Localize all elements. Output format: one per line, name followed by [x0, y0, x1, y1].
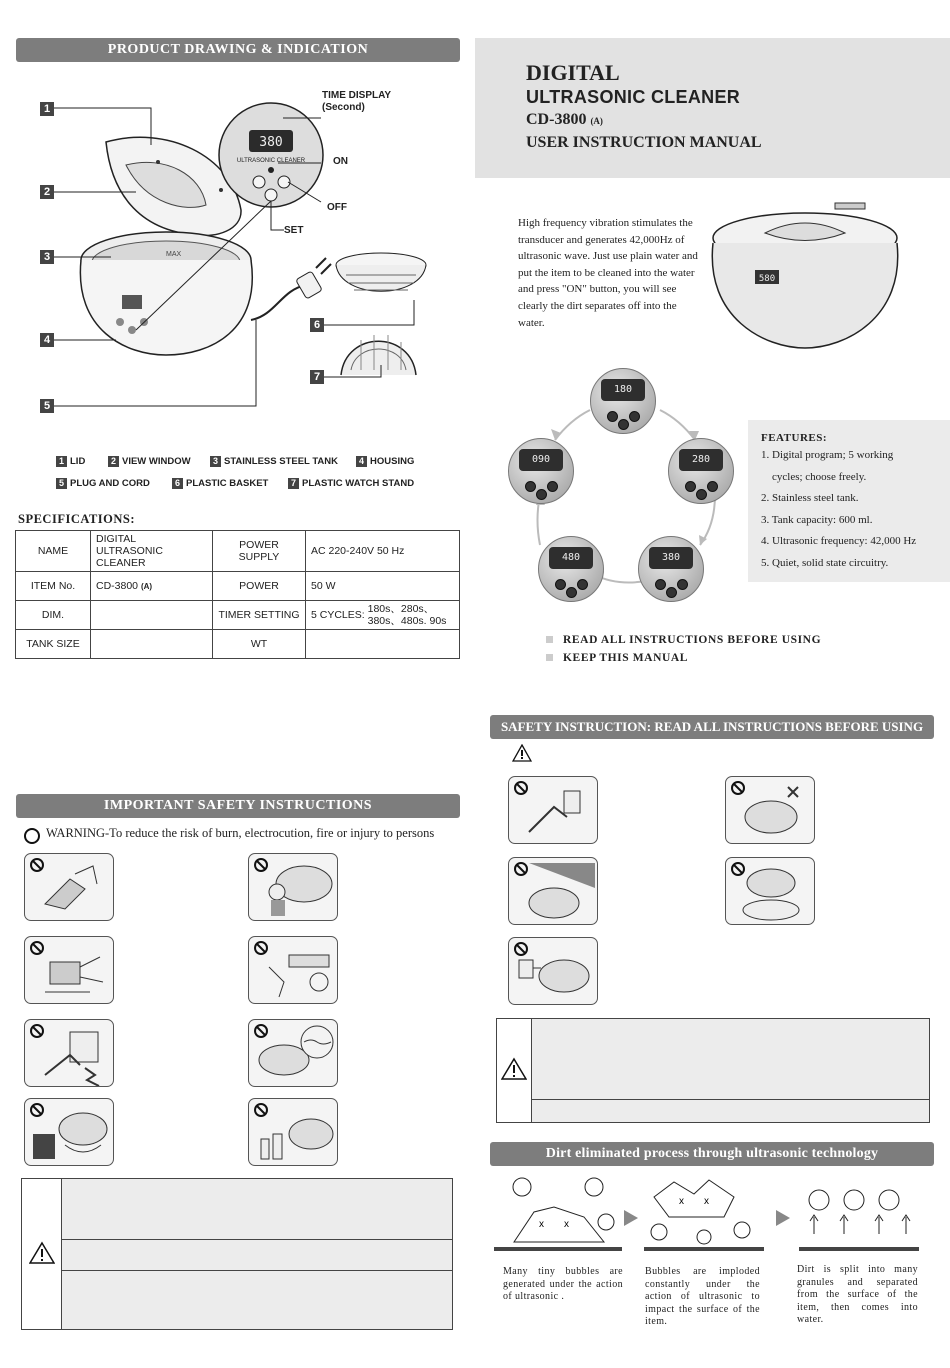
legend-item: 3 STAINLESS STEEL TANK [210, 456, 338, 467]
prohibited-icon [30, 1103, 44, 1117]
time-display-label: TIME DISPLAY (Second) [322, 90, 392, 113]
cycle-control-4: 480 [538, 536, 604, 602]
prohibited-icon [30, 1024, 44, 1038]
dirt-process-drawing [494, 1172, 934, 1264]
feature-line: 2. Stainless steel tank. [761, 492, 859, 504]
cycle-control-5: 090 [508, 438, 574, 504]
legend-item: 4 HOUSING [356, 456, 414, 467]
spec-value [306, 630, 460, 659]
marker-1: 1 [40, 102, 54, 116]
prohibited-icon [30, 858, 44, 872]
step2-drawing [644, 1180, 764, 1251]
spec-label: WT [213, 630, 306, 659]
legend-item: 7 PLASTIC WATCH STAND [288, 478, 414, 489]
marker-4: 4 [40, 333, 54, 347]
intro-text: High frequency vibration stimulates the transducer and generates 42,000Hz of ultrasonic wave. Just use plain water and put the item to be cleaned into the water and press "ON" button, you will see clearly the dirt separates off into the water. [518, 217, 698, 329]
prohibited-icon [24, 828, 40, 844]
safety-banner-left: IMPORTANT SAFETY INSTRUCTIONS [16, 794, 460, 818]
read-note: KEEP THIS MANUAL [546, 649, 821, 667]
spec-value: CD-3800 (A) [91, 572, 213, 601]
legend-item: 6 PLASTIC BASKET [172, 478, 268, 489]
features-box [748, 420, 950, 582]
cycle-control-1: 180 [590, 368, 656, 434]
off-label: OFF [327, 202, 347, 213]
warning-triangle-icon [501, 1057, 527, 1081]
safety-pictogram [508, 937, 598, 1005]
spec-label: TIMER SETTING [213, 601, 306, 630]
spec-label: NAME [16, 531, 91, 572]
cycle-control-2: 280 [668, 438, 734, 504]
basket-drawing [336, 253, 426, 291]
feature-line: 5. Quiet, solid state circuitry. [761, 556, 889, 569]
svg-text:x: x [539, 1219, 544, 1230]
spec-label: TANK SIZE [16, 630, 91, 659]
step1-drawing [494, 1178, 622, 1251]
spec-value: AC 220-240V 50 Hz [306, 531, 460, 572]
prohibited-icon [514, 781, 528, 795]
legend-item: 2 VIEW WINDOW [108, 456, 191, 467]
warning-box-right [496, 1018, 930, 1123]
spec-label: POWER SUPPLY [213, 531, 306, 572]
prohibited-icon [30, 941, 44, 955]
title-block [475, 38, 950, 178]
prohibited-icon [514, 862, 528, 876]
control-panel-drawing [219, 103, 323, 207]
safety-pictogram [508, 857, 598, 925]
feature-line: 1. Digital program; 5 working [761, 449, 894, 461]
spec-value: 50 W [306, 572, 460, 601]
set-label: SET [284, 225, 304, 236]
dirt-banner: Dirt eliminated process through ultrasonic technology [490, 1142, 934, 1166]
panel-brand-text: ULTRASONIC CLEANER [236, 158, 306, 164]
dirt-step-1: Many tiny bubbles are generated under the action of ultrasonic . [503, 1266, 623, 1302]
spec-label: POWER [213, 572, 306, 601]
svg-text:x: x [679, 1196, 684, 1207]
safety-pictogram [248, 1098, 338, 1166]
dirt-step-3: Dirt is split into many granules and separated from the surface of the item, then comes into water. [797, 1264, 918, 1325]
safety-pictogram [725, 776, 815, 844]
time-display-value: 380 [259, 135, 283, 150]
model-number: CD-3800 (A) [526, 111, 603, 128]
prohibited-icon [731, 781, 745, 795]
feature-line: 4. Ultrasonic frequency: 42,000 Hz [761, 535, 917, 547]
spec-value: DIGITAL ULTRASONIC CLEANER [91, 531, 213, 572]
safety-pictogram [248, 1019, 338, 1087]
features-title: FEATURES: [761, 432, 828, 444]
prohibited-icon [254, 858, 268, 872]
prohibited-icon [514, 942, 528, 956]
svg-text:x: x [564, 1219, 569, 1230]
prohibited-icon [254, 941, 268, 955]
spec-title: SPECIFICATIONS: [18, 512, 136, 526]
safety-pictogram [24, 1019, 114, 1087]
feature-line: 3. Tank capacity: 600 ml. [761, 513, 873, 526]
marker-6: 6 [310, 318, 324, 332]
spec-value [91, 601, 213, 630]
spec-label: DIM. [16, 601, 91, 630]
tank-max-mark: MAX [166, 251, 182, 258]
title-cleaner: ULTRASONIC CLEANER [526, 87, 741, 107]
prohibited-icon [254, 1103, 268, 1117]
legend-item: 5 PLUG AND CORD [56, 478, 150, 489]
marker-2: 2 [40, 185, 54, 199]
spec-value [91, 630, 213, 659]
product-photo [705, 198, 905, 358]
safety-pictogram [24, 936, 114, 1004]
safety-pictogram [24, 1098, 114, 1166]
manual-title: USER INSTRUCTION MANUAL [526, 134, 762, 151]
safety-pictogram [248, 936, 338, 1004]
title-digital: DIGITAL [526, 60, 620, 85]
product-drawing [16, 70, 466, 430]
read-note: READ ALL INSTRUCTIONS BEFORE USING [546, 631, 821, 649]
prohibited-icon [731, 862, 745, 876]
legend-item: 1 LID [56, 456, 85, 467]
safety-pictogram [725, 857, 815, 925]
read-notes [546, 631, 821, 667]
spec-label: ITEM No. [16, 572, 91, 601]
marker-5: 5 [40, 399, 54, 413]
housing-drawing [80, 232, 252, 355]
drawing-banner: PRODUCT DRAWING & INDICATION [16, 38, 460, 62]
on-label: ON [333, 156, 348, 167]
warning-box-left [21, 1178, 453, 1330]
cycle-control-3: 380 [638, 536, 704, 602]
marker-3: 3 [40, 250, 54, 264]
safety-pictogram [508, 776, 598, 844]
step3-drawing [799, 1190, 919, 1251]
spec-table [15, 530, 460, 659]
spec-value: 5 CYCLES: 180s、280s、 380s、480s. 90s [306, 601, 460, 630]
safety-banner-right: SAFETY INSTRUCTION: READ ALL INSTRUCTIONS BEFORE USING [490, 715, 934, 739]
safety-pictogram [248, 853, 338, 921]
watch-stand-drawing [341, 335, 416, 375]
dirt-step-2: Bubbles are imploded constantly under the action of ultrasonic to impact the surface of the item. [645, 1266, 760, 1327]
safety-pictogram [24, 853, 114, 921]
warning-triangle-icon [512, 744, 532, 762]
feature-line: cycles; choose freely. [772, 470, 867, 483]
product-display-value: 580 [758, 274, 776, 284]
marker-7: 7 [310, 370, 324, 384]
prohibited-icon [254, 1024, 268, 1038]
svg-text:x: x [704, 1196, 709, 1207]
warning-triangle-icon [29, 1241, 55, 1265]
